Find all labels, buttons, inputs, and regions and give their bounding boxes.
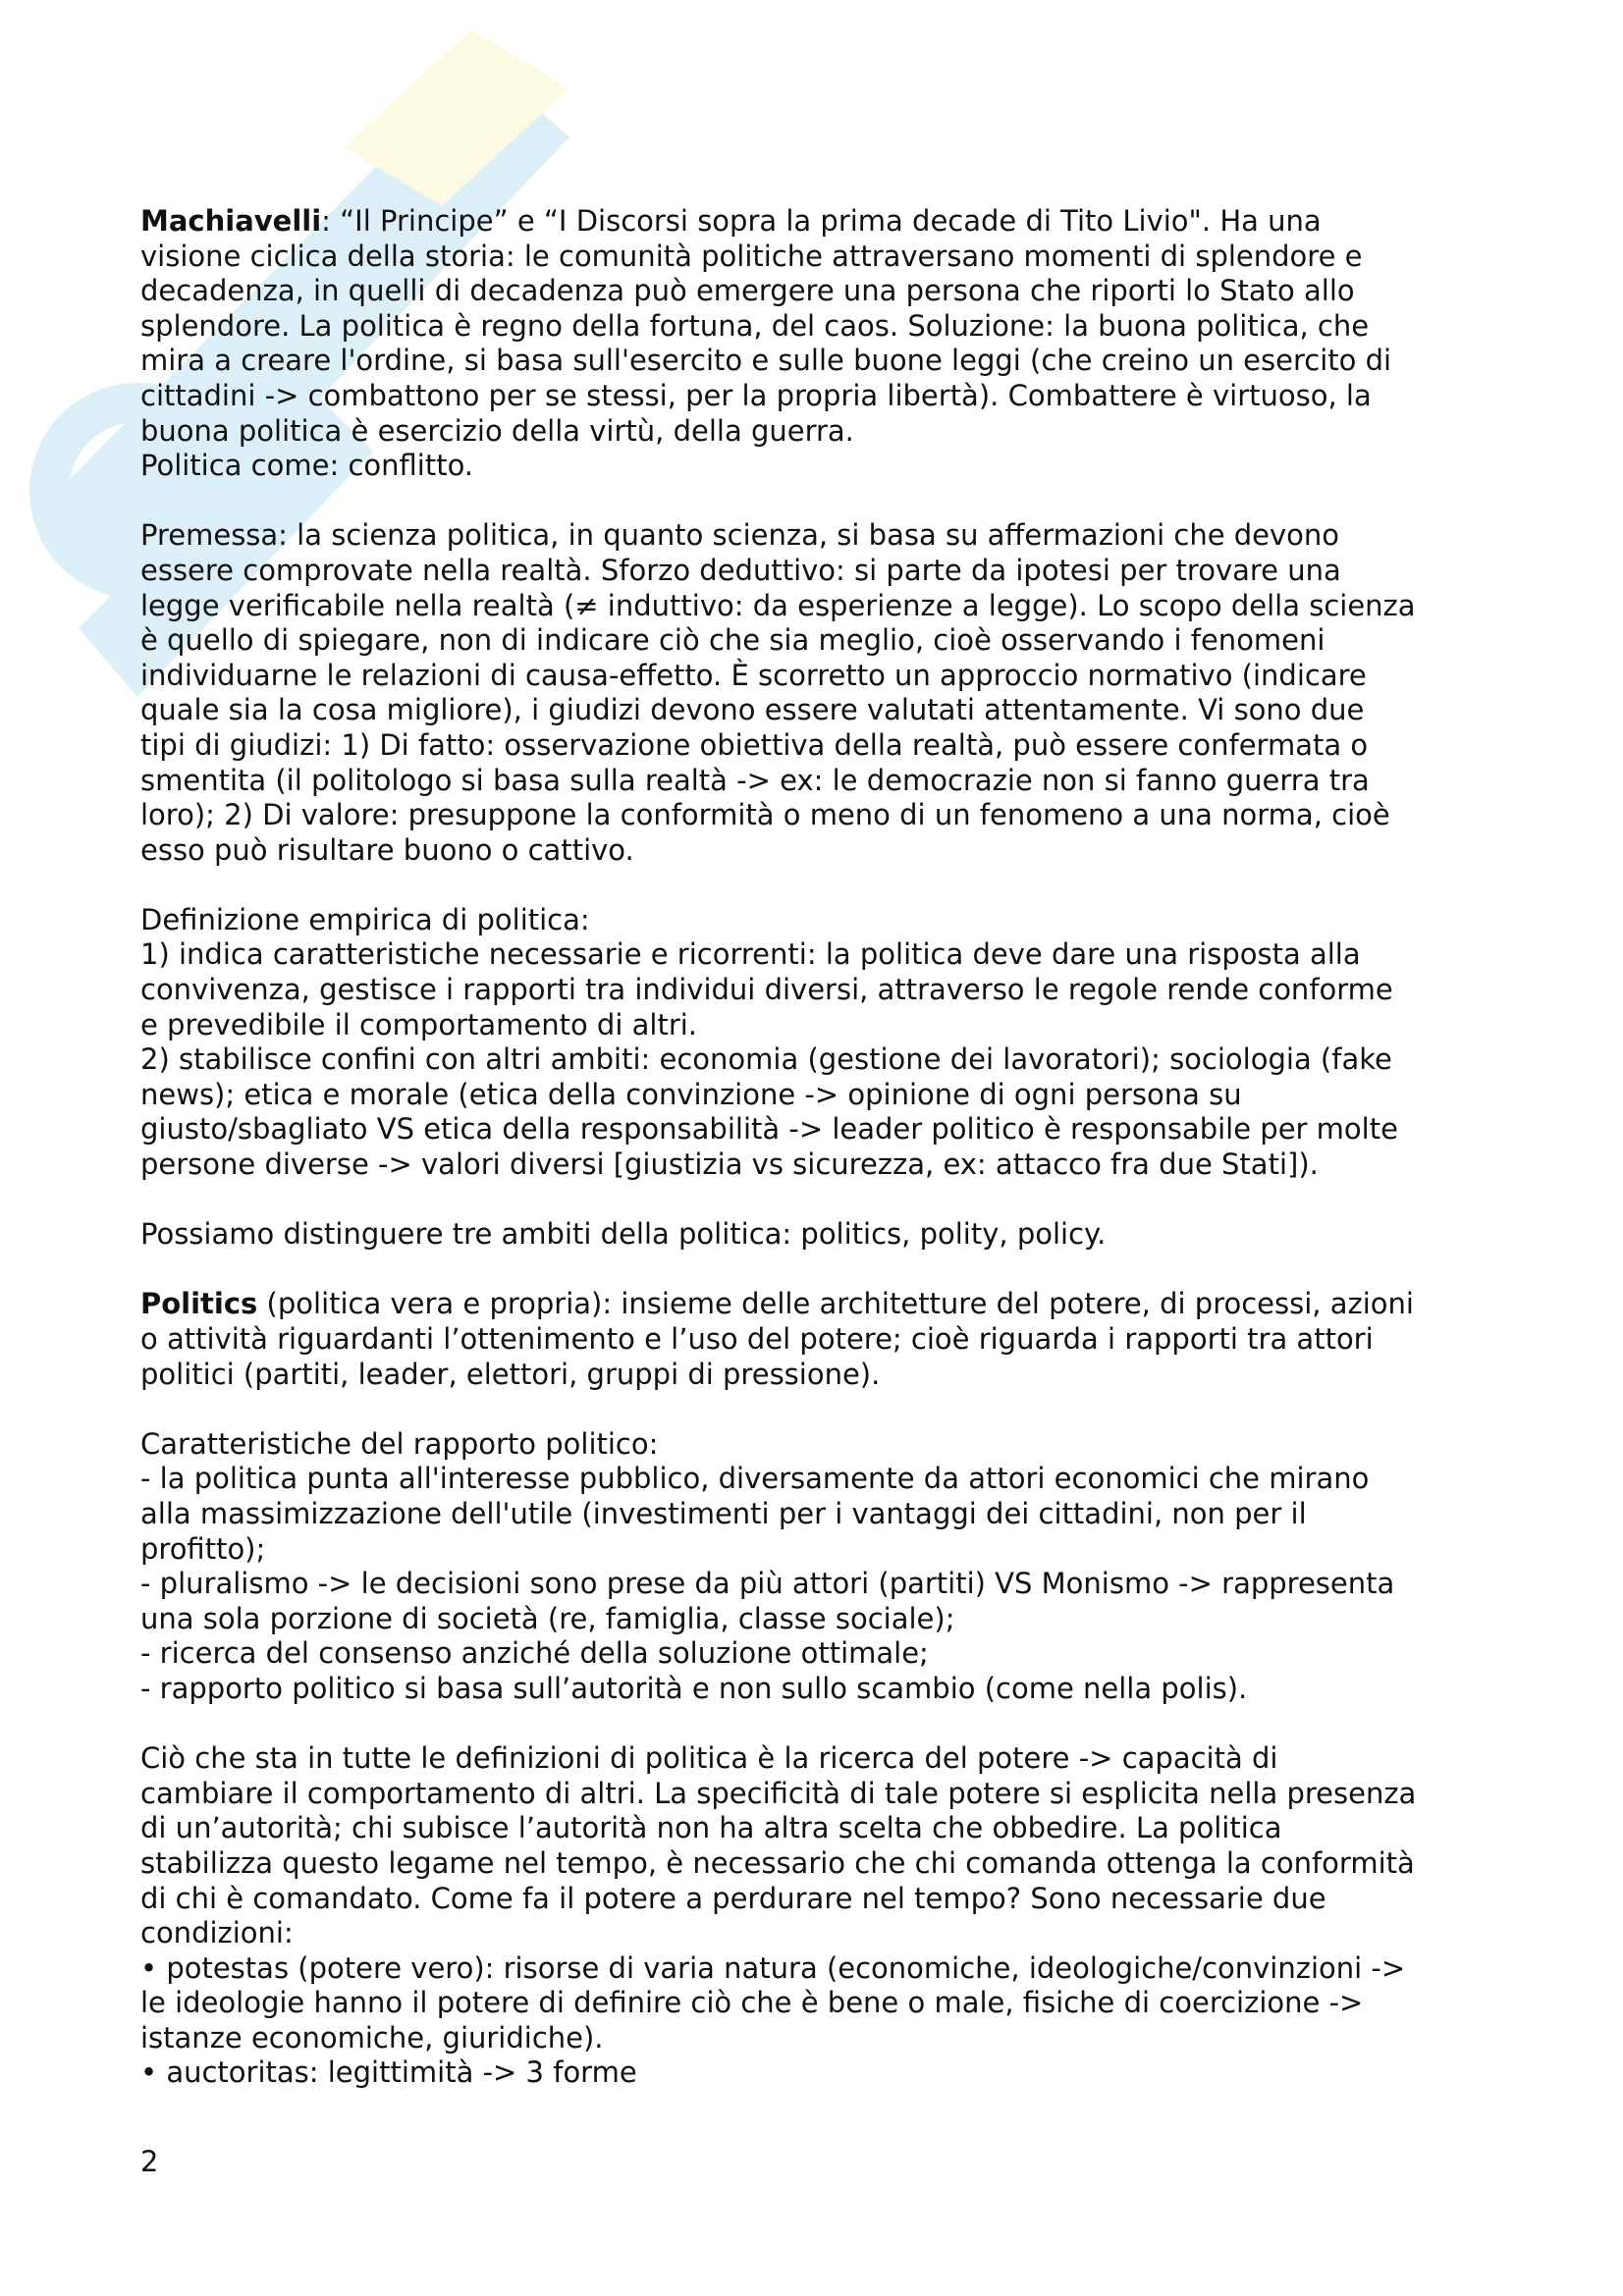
text-line: decadenza, in quelli di decadenza può emergere una persona che riporti lo Stato allo xyxy=(140,274,1355,308)
text-line: smentita (il politologo si basa sulla realtà -> ex: le democrazie non si fanno guerra tra xyxy=(140,763,1370,797)
text-line: politici (partiti, leader, elettori, gruppi di pressione). xyxy=(140,1357,881,1391)
text-line: - rapporto politico si basa sull’autorità e non sullo scambio (come nella polis). xyxy=(140,1671,1248,1705)
bold-term: Machiavelli xyxy=(140,204,322,238)
text-line: le ideologie hanno il potere di definire ciò che è bene o male, fisiche di coercizione -> xyxy=(140,1986,1364,2020)
page-number: 2 xyxy=(140,2145,159,2178)
text-line: è quello di spiegare, non di indicare ciò che sia meglio, cioè osservando i fenomeni xyxy=(140,623,1325,658)
text-line: di chi è comandato. Come fa il potere a perdurare nel tempo? Sono necessarie due xyxy=(140,1881,1326,1915)
list-item: • auctoritas: legittimità -> 3 forme xyxy=(140,2056,637,2090)
text-line: Definizione empirica di politica: xyxy=(140,902,590,936)
text-line: alla massimizzazione dell'utile (investimenti per i vantaggi dei cittadini, non per il xyxy=(140,1496,1307,1530)
text-line: legge verificabile nella realtà (≠ induttivo: da esperienze a legge). Lo scopo della scienza xyxy=(140,588,1416,622)
text-line: buona politica è esercizio della virtù, della guerra. xyxy=(140,413,854,448)
line-text: (politica vera e propria): insieme delle architetture del potere, di processi, azioni xyxy=(257,1287,1414,1321)
text-line: convivenza, gestisce i rapporti tra individui diversi, attraverso le regole rende conforme xyxy=(140,973,1393,1007)
text-line: profitto); xyxy=(140,1531,266,1566)
text-line: individuarne le relazioni di causa-effetto. È scorretto un approccio normativo (indicare xyxy=(140,658,1367,692)
text-line: persone diverse -> valori diversi [giustizia vs sicurezza, ex: attacco fra due Stati]). xyxy=(140,1148,1319,1182)
text-line: visione ciclica della storia: le comunità politiche attraversano momenti di splendore e xyxy=(140,239,1363,273)
text-line: esso può risultare buono o cattivo. xyxy=(140,832,634,867)
text-line: di un’autorità; chi subisce l’autorità non ha altra scelta che obbedire. La politica xyxy=(140,1811,1282,1845)
paragraph-premessa xyxy=(140,518,1505,868)
text-line: Possiamo distinguere tre ambiti della politica: politics, polity, policy. xyxy=(140,1217,1107,1252)
text-line: splendore. La politica è regno della fortuna, del caos. Soluzione: la buona politica, che xyxy=(140,308,1370,343)
text-line: Ciò che sta in tutte le definizioni di politica è la ricerca del potere -> capacità di xyxy=(140,1741,1278,1776)
text-line: cittadini -> combattono per se stessi, per la propria libertà). Combattere è virtuoso, la xyxy=(140,378,1372,412)
watermark-yellow-band xyxy=(344,29,569,206)
text-line: news); etica e morale (etica della convinzione -> opinione di ogni persona su xyxy=(140,1077,1242,1111)
text-line: 2) stabilisce confini con altri ambiti: economia (gestione dei lavoratori); sociologia (fake xyxy=(140,1042,1392,1077)
text-line: - la politica punta all'interesse pubblico, diversamente da attori economici che mirano xyxy=(140,1462,1370,1496)
text-line: essere comprovate nella realtà. Sforzo deduttivo: si parte da ipotesi per trovare una xyxy=(140,553,1341,587)
text-line: mira a creare l'ordine, si basa sull'esercito e sulle buone leggi (che creino un esercito di xyxy=(140,344,1392,378)
text-line: condizioni: xyxy=(140,1916,294,1950)
text-line: Caratteristiche del rapporto politico: xyxy=(140,1426,659,1461)
text-line xyxy=(140,204,1505,240)
paragraph-ambiti xyxy=(140,1217,1505,1253)
text-line: - pluralismo -> le decisioni sono prese da più attori (partiti) VS Monismo -> rappresenta xyxy=(140,1567,1395,1601)
text-line: Premessa: la scienza politica, in quanto scienza, si basa su affermazioni che devono xyxy=(140,518,1340,553)
text-line: - ricerca del consenso anziché della soluzione ottimale; xyxy=(140,1636,929,1671)
text-line: tipi di giudizi: 1) Di fatto: osservazione obiettiva della realtà, può essere confermata o xyxy=(140,727,1369,762)
line-text: : “Il Principe” e “I Discorsi sopra la prima decade di Tito Livio". Ha una xyxy=(321,204,1322,238)
text-line: stabilizza questo legame nel tempo, è necessario che chi comanda ottenga la conformità xyxy=(140,1845,1415,1880)
text-line: Politica come: conflitto. xyxy=(140,449,474,483)
text-line: giusto/sbagliato VS etica della responsabilità -> leader politico è responsabile per molte xyxy=(140,1112,1398,1147)
paragraph-potere xyxy=(140,1741,1505,2091)
text-line: una sola porzione di società (re, famiglia, classe sociale); xyxy=(140,1601,955,1635)
paragraph-definizione xyxy=(140,903,1505,1183)
paragraph-machiavelli xyxy=(140,204,1505,484)
text-line: o attività riguardanti l’ottenimento e l’uso del potere; cioè riguarda i rapporti tra attori xyxy=(140,1322,1374,1356)
text-line xyxy=(140,1287,1505,1322)
text-line: loro); 2) Di valore: presuppone la conformità o meno di un fenomeno a una norma, cioè xyxy=(140,798,1390,832)
bold-term: Politics xyxy=(140,1287,258,1321)
page-content xyxy=(140,204,1505,2091)
text-line: istanze economiche, giuridiche). xyxy=(140,2020,604,2055)
list-item: • potestas (potere vero): risorse di varia natura (economiche, ideologiche/convinzioni -> xyxy=(140,1950,1406,1985)
text-line: 1) indica caratteristiche necessarie e ricorrenti: la politica deve dare una risposta alla xyxy=(140,937,1361,972)
text-line: quale sia la cosa migliore), i giudizi devono essere valutati attentamente. Vi sono due xyxy=(140,693,1365,727)
text-line: cambiare il comportamento di altri. La specificità di tale potere si esplicita nella presenza xyxy=(140,1776,1417,1810)
paragraph-caratteristiche xyxy=(140,1427,1505,1707)
paragraph-politics xyxy=(140,1287,1505,1392)
text-line: e prevedibile il comportamento di altri. xyxy=(140,1007,698,1041)
